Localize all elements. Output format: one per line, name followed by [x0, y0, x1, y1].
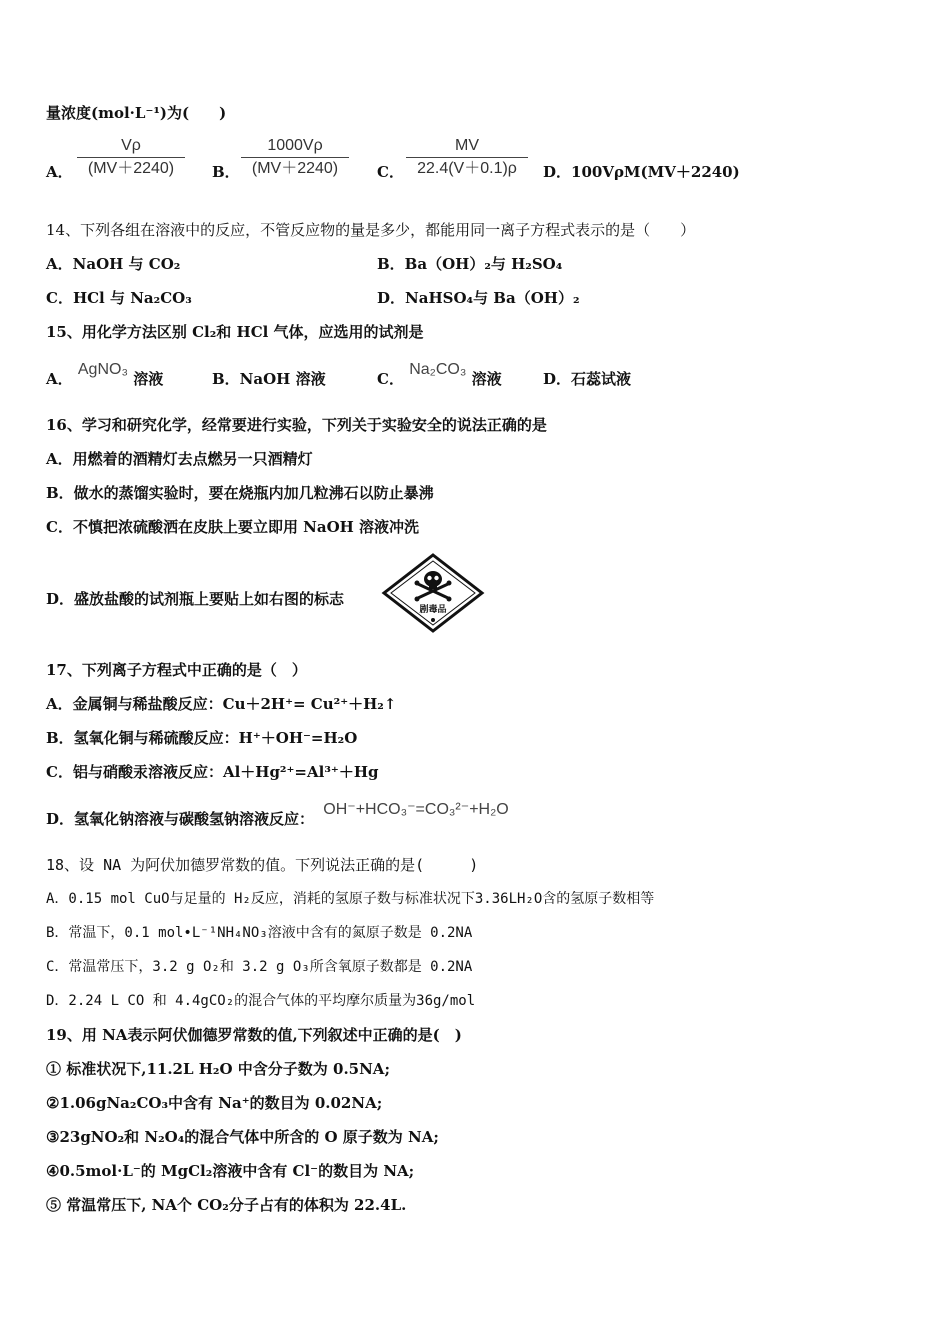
q18-option-a[interactable]: A．0.15 mol CuO与足量的 H₂反应，消耗的氢原子数与标准状况下3.36LH₂O含的氢原子数相等	[46, 891, 655, 907]
q15-option-d[interactable]: D．石蕊试液	[543, 370, 632, 388]
q18-option-d[interactable]: D．2.24 L CO 和 4.4gCO₂的混合气体的平均摩尔质量为36g/mol	[46, 993, 476, 1009]
fraction-denominator: 22.4(V＋0.1)ρ	[417, 160, 517, 177]
option-suffix: 溶液	[133, 370, 164, 388]
equation-formula: OH⁻+HCO₃⁻=CO₃²⁻+H₂O	[323, 801, 509, 818]
fraction-denominator: (MV＋2240)	[87, 160, 175, 177]
option-suffix: 溶液	[471, 370, 502, 388]
q13-option-a-fraction[interactable]	[77, 136, 185, 180]
q15-option-c[interactable]	[377, 361, 502, 390]
q17-option-c[interactable]: C．铝与硝酸汞溶液反应：Al＋Hg²⁺=Al³⁺＋Hg	[46, 763, 379, 781]
q18-stem: 18、设 NA 为阿伏加德罗常数的值。下列说法正确的是( )	[46, 856, 479, 874]
q16-option-a[interactable]: A．用燃着的酒精灯去点燃另一只酒精灯	[46, 450, 313, 468]
q13-option-b-fraction[interactable]	[241, 136, 349, 180]
q13-option-b-label: B．	[212, 163, 240, 181]
q14-option-b[interactable]: B．Ba（OH）₂与 H₂SO₄	[377, 255, 563, 273]
q16-option-b[interactable]: B．做水的蒸馏实验时，要在烧瓶内加几粒沸石以防止暴沸	[46, 484, 434, 502]
q17-option-d[interactable]	[46, 801, 509, 830]
q13-option-c-label: C．	[377, 163, 404, 181]
q13-option-c-fraction[interactable]	[406, 136, 528, 180]
q19-statement-4: ④0.5mol·L⁻的 MgCl₂溶液中含有 Cl⁻的数目为 NA;	[46, 1162, 415, 1180]
q16-stem: 16、学习和研究化学，经常要进行实验，下列关于实验安全的说法正确的是	[46, 416, 547, 434]
q16-option-d[interactable]: D．盛放盐酸的试剂瓶上要贴上如右图的标志	[46, 590, 345, 608]
q14-stem: 14、下列各组在溶液中的反应，不管反应物的量是多少，都能用同一离子方程式表示的是（ ）	[46, 221, 696, 239]
reagent-formula: AgNO₃	[77, 361, 128, 378]
fraction-denominator: (MV＋2240)	[251, 160, 339, 177]
fraction-numerator: Vρ	[77, 136, 185, 158]
fraction-numerator: 1000Vρ	[241, 136, 349, 158]
q13-option-a-label: A．	[46, 163, 73, 181]
toxic-sign-icon	[380, 552, 486, 634]
q14-option-a[interactable]: A．NaOH 与 CO₂	[46, 255, 181, 273]
option-label: A．	[46, 370, 73, 388]
q16-option-c[interactable]: C．不慎把浓硫酸洒在皮肤上要立即用 NaOH 溶液冲洗	[46, 518, 420, 536]
q13-option-d[interactable]: D．100VρM(MV＋2240)	[543, 163, 740, 181]
q14-option-c[interactable]: C．HCl 与 Na₂CO₃	[46, 289, 192, 307]
q17-stem: 17、下列离子方程式中正确的是（ ）	[46, 661, 307, 679]
q14-option-d[interactable]: D．NaHSO₄与 Ba（OH）₂	[377, 289, 580, 307]
q18-option-c[interactable]: C．常温常压下，3.2 g O₂和 3.2 g O₃所含氧原子数都是 0.2NA	[46, 959, 473, 975]
q15-option-a[interactable]	[46, 361, 164, 390]
fraction-numerator: MV	[406, 136, 528, 158]
option-label: C．	[377, 370, 404, 388]
q15-option-b[interactable]: B．NaOH 溶液	[212, 370, 326, 388]
q15-stem: 15、用化学方法区别 Cl₂和 HCl 气体，应选用的试剂是	[46, 323, 424, 341]
q17-option-b[interactable]: B．氢氧化铜与稀硫酸反应：H⁺＋OH⁻=H₂O	[46, 729, 358, 747]
q18-option-b[interactable]: B．常温下，0.1 mol•L⁻¹NH₄NO₃溶液中含有的氮原子数是 0.2NA	[46, 925, 473, 941]
q19-statement-2: ②1.06gNa₂CO₃中含有 Na⁺的数目为 0.02NA;	[46, 1094, 383, 1112]
q19-statement-5: ⑤ 常温常压下, NA个 CO₂分子占有的体积为 22.4L.	[46, 1196, 407, 1214]
q19-stem: 19、用 NA表示阿伏伽德罗常数的值,下列叙述中正确的是( )	[46, 1026, 462, 1044]
q19-statement-3: ③23gNO₂和 N₂O₄的混合气体中所含的 O 原子数为 NA;	[46, 1128, 439, 1146]
q19-statement-1: ① 标准状况下,11.2L H₂O 中含分子数为 0.5NA;	[46, 1060, 390, 1078]
reagent-formula: Na₂CO₃	[409, 361, 467, 378]
q13-stem-end: 量浓度(mol·L⁻¹)为( )	[46, 104, 227, 122]
option-text: D．氢氧化钠溶液与碳酸氢钠溶液反应：	[46, 810, 315, 828]
toxic-sign-label: 剧毒品	[419, 605, 447, 615]
q17-option-a[interactable]: A．金属铜与稀盐酸反应：Cu＋2H⁺= Cu²⁺＋H₂↑	[46, 695, 397, 713]
